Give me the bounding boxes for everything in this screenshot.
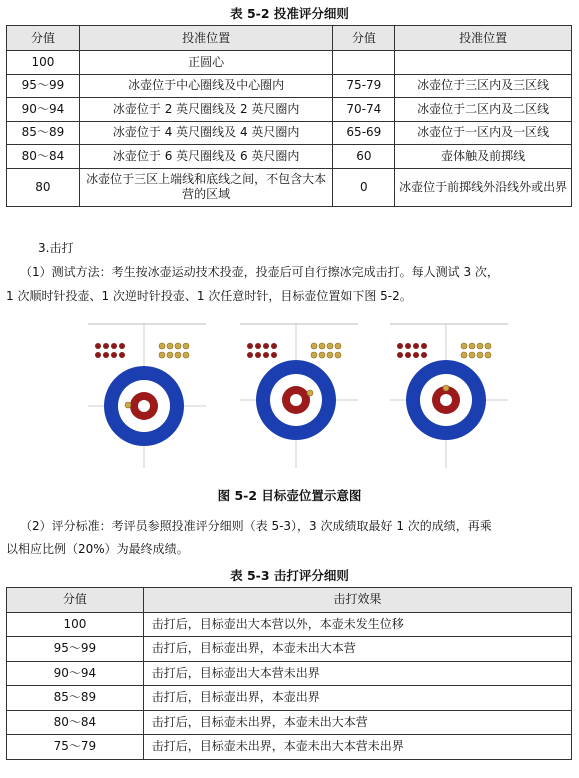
stone-group-dark: [95, 343, 125, 358]
table-cell: 85～89: [7, 121, 80, 145]
table-cell: 100: [7, 612, 144, 637]
table-cell: [395, 51, 572, 75]
table-cell: 冰壶位于中心圈线及中心圈内: [79, 74, 333, 98]
target-diagram-3: [390, 324, 508, 468]
table-cell: 击打后，目标壶出界，本壶出界: [143, 686, 571, 711]
scoring-table-5-2: [6, 25, 572, 207]
stone-group-light: [159, 343, 189, 358]
table-row: [7, 51, 572, 75]
table-cell: 壶体触及前掷线: [395, 145, 572, 169]
section-heading: 3.击打: [38, 241, 74, 255]
table-header-row: [7, 588, 572, 613]
table-cell: 冰壶位于前掷线外沿线外或出界: [395, 168, 572, 206]
method-text-line1: （1）测试方法：考生按冰壶运动技术投壶，投壶后可自行擦冰完成击打。每人测试 3 次，: [20, 265, 499, 279]
stone-group-light: [461, 343, 491, 358]
table-cell: 70-74: [333, 98, 395, 122]
header-cell: 分值: [7, 588, 144, 613]
table-row: [7, 98, 572, 122]
header-cell: 投准位置: [395, 26, 572, 51]
table-row: [7, 121, 572, 145]
table-cell: 95～99: [7, 74, 80, 98]
table-cell: 0: [333, 168, 395, 206]
table2-caption: 表 5-3 击打评分细则: [230, 568, 349, 583]
header-cell: 分值: [333, 26, 395, 51]
table-row: [7, 168, 572, 206]
table-cell: 80～84: [7, 710, 144, 735]
table-row: [7, 145, 572, 169]
table-cell: 击打后，目标壶出大本营未出界: [143, 661, 571, 686]
target-stone: [125, 402, 131, 408]
table-row: [7, 710, 572, 735]
scoring-table-5-3: [6, 587, 572, 760]
table-cell: 85～89: [7, 686, 144, 711]
table-cell: 90～94: [7, 661, 144, 686]
table-cell: 75～79: [7, 735, 144, 760]
table-cell: 冰壶位于三区内及三区线: [395, 74, 572, 98]
target-position-figure: [0, 318, 579, 478]
table-row: [7, 686, 572, 711]
table-cell: [333, 51, 395, 75]
table-cell: 冰壶位于 2 英尺圈线及 2 英尺圈内: [79, 98, 333, 122]
figure-caption: 图 5-2 目标壶位置示意图: [217, 488, 362, 503]
table-row: [7, 637, 572, 662]
table-cell: 100: [7, 51, 80, 75]
table-row: [7, 612, 572, 637]
target-diagram-1: [88, 324, 206, 468]
table-cell: 冰壶位于一区内及一区线: [395, 121, 572, 145]
stone-group-dark: [397, 343, 427, 358]
table-cell: 冰壶位于 4 英尺圈线及 4 英尺圈内: [79, 121, 333, 145]
method-text-line2: 1 次顺时针投壶、1 次逆时针投壶、1 次任意时针，目标壶位置如下图 5-2。: [6, 289, 412, 303]
target-stone: [307, 390, 313, 396]
table-cell: 冰壶位于三区上端线和底线之间，不包含大本营的区域: [79, 168, 333, 206]
table-cell: 击打后，目标壶未出界，本壶未出大本营: [143, 710, 571, 735]
target-stone: [443, 385, 449, 391]
scoring-text-line2: 以相应比例（20%）为最终成绩。: [6, 542, 189, 556]
table-cell: 60: [333, 145, 395, 169]
header-cell: 分值: [7, 26, 80, 51]
table-row: [7, 735, 572, 760]
table-cell: 击打后，目标壶出界，本壶未出大本营: [143, 637, 571, 662]
table-cell: 冰壶位于 6 英尺圈线及 6 英尺圈内: [79, 145, 333, 169]
table-cell: 90～94: [7, 98, 80, 122]
table1-caption: 表 5-2 投准评分细则: [230, 6, 349, 21]
table-row: [7, 74, 572, 98]
table-header-row: [7, 26, 572, 51]
table-cell: 80: [7, 168, 80, 206]
header-cell: 击打效果: [143, 588, 571, 613]
table-cell: 65-69: [333, 121, 395, 145]
table-cell: 95～99: [7, 637, 144, 662]
stone-group-dark: [247, 343, 277, 358]
table-cell: 冰壶位于二区内及二区线: [395, 98, 572, 122]
target-diagram-2: [240, 324, 358, 468]
table-cell: 击打后，目标壶出大本营以外，本壶未发生位移: [143, 612, 571, 637]
scoring-text-line1: （2）评分标准：考评员参照投准评分细则（表 5-3），3 次成绩取最好 1 次的成绩，再乘: [20, 519, 492, 533]
table-cell: 80～84: [7, 145, 80, 169]
table-cell: 正圆心: [79, 51, 333, 75]
stone-group-light: [311, 343, 341, 358]
table-cell: 击打后，目标壶未出界，本壶未出大本营未出界: [143, 735, 571, 760]
header-cell: 投准位置: [79, 26, 333, 51]
table-cell: 75-79: [333, 74, 395, 98]
table-row: [7, 661, 572, 686]
